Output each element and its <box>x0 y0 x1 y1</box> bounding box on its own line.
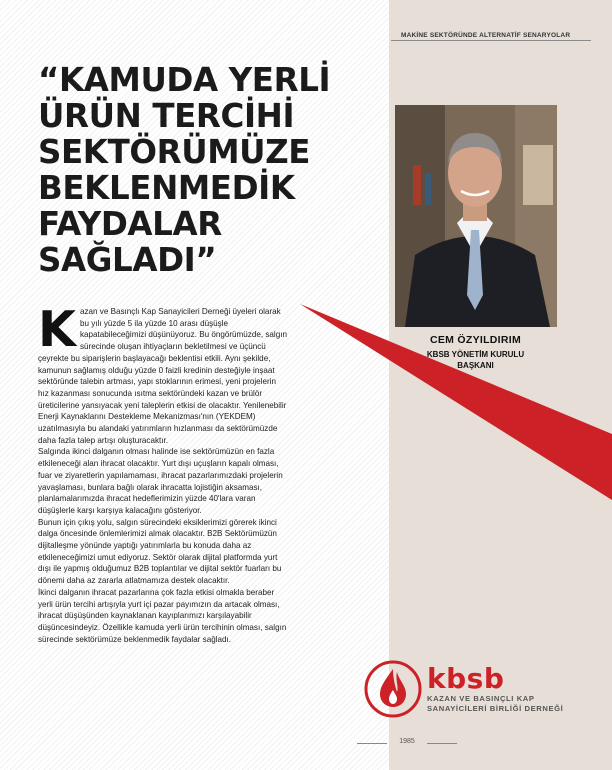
photo-caption <box>393 334 558 371</box>
year-rule-right <box>427 743 457 744</box>
logo-line-2: SANAYİCİLERİ BİRLİĞİ DERNEĞİ <box>427 704 564 713</box>
year-rule-left <box>357 743 387 744</box>
article-paragraph: Bunun için çıkış yolu, salgın sürecindeki eksiklerimizi görerek ikinci dalga öncesinde önlemlerimizi almak olacaktır. B2B Sektörümüzün dijitalleşme yönünde yaptığı yatırımlarla bu konuda daha az etkileneceğimizi umut ediyoruz. Sektör olarak dijital platformda yurt dışı ile yapmış olduğumuz B2B toplantılar ve dijital sektör fuarları bu dönemi daha az zararla atlatmamıza destek olacaktır. <box>38 517 282 586</box>
section-divider <box>391 40 591 41</box>
logo-line-1: KAZAN VE BASINÇLI KAP <box>427 694 535 703</box>
kbsb-logo-text <box>427 664 602 714</box>
article-paragraph <box>38 301 288 446</box>
logo-wordmark: kbsb <box>427 662 505 695</box>
kbsb-flame-logo-icon <box>364 660 422 718</box>
person-name: CEM ÖZYILDIRIM <box>429 334 522 346</box>
article-paragraph-text: azan ve Basınçlı Kap Sanayicileri Derneği üyeleri olarak bu yılı yüzde 5 ila yüzde 10 arası düşüşle kapatabileceğimizi düşünüyoruz. Bu öngörümüzde, salgın sürecinde oluşan ihtiyaçların bekletilmesi ve üçüncü çeyrekte bu siparişlerin başlayacağı beklentisi etkili. Aynı şekilde, kamunun sağlamış olduğu yüzde 0 faizli kredinin desteğiyle inşaat sektöründe talebin artması, yapı stoklarının erimesi, yeni projelerin hız kazanması sonucunda ısıtma sektöründeki kazan ve brülör üreticilerine yansıyacak yeni taleplerin etkisi de olacaktır. Yenilenebilir Enerji Kaynaklarını Destekleme Mekanizması'nın (YEKDEM) uzatılmasıyla bu alandaki yatırımların hızlanması da sektörümüzde daha fazla talep artışı oluşturacaktır. <box>38 307 287 445</box>
founding-year: 1985 <box>399 738 415 745</box>
article-paragraph: İkinci dalganın ihracat pazarlarına çok fazla etkisi olmakla beraber yerli ürün tercihi artışıyla yurt içi pazar payımızın da artacak olması, ihracat düşüşünden kaynaklanan kayıplarımızı karşılayabilir düşüncesindeyiz. Özellikle kamuda yerli ürün tercihinin olması, salgın sürecinde sektörümüze beklenmedik faydalar sağladı. <box>38 587 287 644</box>
headline: “KAMUDA YERLİ ÜRÜN TERCİHİ SEKTÖRÜMÜZE BEKLENMEDİK FAYDALAR SAĞLADI” <box>38 61 331 279</box>
article-body <box>38 301 288 645</box>
logo-year <box>357 738 457 748</box>
person-role-line-2: BAŞKANI <box>457 361 494 370</box>
section-label: MAKİNE SEKTÖRÜNDE ALTERNATİF SENARYOLAR <box>401 32 571 39</box>
article-paragraph: Salgında ikinci dalganın olması halinde ise sektörümüzün en fazla etkileneceği alan ihracat olacaktır. Yurt dışı uçuşların kapalı olması, fuar ve ziyaretlerin yapılamaması, ihracat pazarlarımızdaki projelerin yavaşlaması, bunlara bağlı olarak ihracatta lojistiğin aksaması, planlamalarımızda ihracat hedeflerimizin yüzde 40'lara varan düşüşlerle karşı karşıya kalacağını gösteriyor. <box>38 447 283 515</box>
person-role-line-1: KBSB YÖNETİM KURULU <box>426 350 525 359</box>
portrait-photo <box>395 105 557 327</box>
drop-cap: K <box>38 301 76 358</box>
